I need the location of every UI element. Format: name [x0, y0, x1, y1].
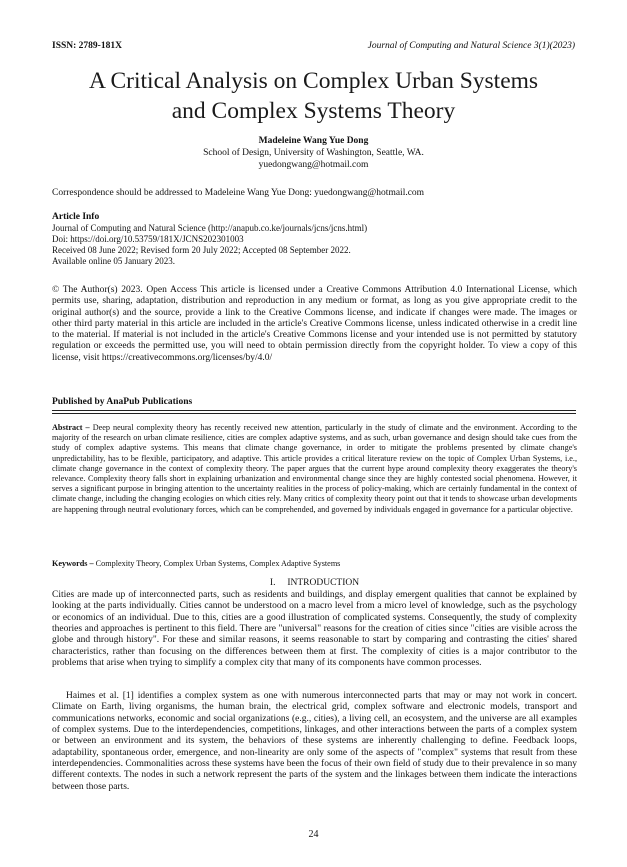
title-line-1: A Critical Analysis on Complex Urban Systems [88, 68, 539, 94]
article-info-journal: Journal of Computing and Natural Science (http://anapub.co.ke/journals/jcns/jcns.html) [52, 223, 368, 233]
publisher-line: Published by AnaPub Publications [52, 397, 193, 407]
abstract-text: Deep neural complexity theory has recently received new attention, particularly in the study of climate and the environment. According to the majority of the research on urban climate resilience, cities are complex adaptive systems, and as such, urban governance and design should take cues from the study of complex adaptive systems. This means that climate change governance, in order to mitigate the problems presented by climate change's unpredictability, has to be flexible, participatory, and adaptive. This article provides a critical literature review on the topic of Complex Urban Systems, i.e., climate change governance in the context of complexity theory. The paper argues that the current hype around complexity theory exaggerates the theory's relevance. Complexity theory falls short in explaining urbanization and environmental change since they are highly contested social phenomena. However, it serves a significant purpose in bringing attention to the uncertainty realities in the process of policy-making, which are certainly fundamental in the context of climate change, including the changing ecologies on which cities rely. Many critics of complexity theory point out that it tends to showcase urban developments are happening through neutral evolutionary forces, which can be comprehended, and governed by individuals engaged in governance for a particular objective. [52, 423, 578, 514]
divider-rule-bottom [52, 413, 576, 414]
article-info-dates: Received 08 June 2022; Revised form 20 July 2022; Accepted 08 September 2022. [52, 245, 351, 255]
title-line-2: and Complex Systems Theory [171, 98, 456, 124]
author-email[interactable]: yuedongwang@hotmail.com [258, 160, 369, 170]
issn-label: ISSN: 2789-181X [52, 41, 122, 51]
article-info-online: Available online 05 January 2023. [52, 256, 176, 266]
divider-rule-top [52, 410, 576, 411]
article-info-doi[interactable]: Doi: https://doi.org/10.53759/181X/JCNS202301003 [52, 234, 244, 244]
keywords-block [52, 559, 340, 568]
paper-title [20, 66, 607, 126]
author-name: Madeleine Wang Yue Dong [258, 136, 369, 146]
abstract-block [52, 423, 577, 515]
section-heading: I. INTRODUCTION [269, 578, 360, 588]
correspondence-note: Correspondence should be addressed to Madeleine Wang Yue Dong: yuedongwang@hotmail.com [52, 188, 425, 198]
license-statement: © The Author(s) 2023. Open Access This article is licensed under a Creative Commons Attribution 4.0 International License, which permits use, sharing, adaptation, distribution and reproduction in any medium or format, as long as you give appropriate credit to the original author(s) and the source, provide a link to the Creative Commons license, and indicate if changes were made. The images or other third party material in this article are included in the article's Creative Commons license, unless indicated otherwise in a credit line to the material. If material is not included in the article's Creative Commons license and your intended use is not permitted by statutory regulation or exceeds the permitted use, you will need to obtain permission directly from the copyright holder. To view a copy of this license, visit https://creativecommons.org/licenses/by/4.0/ [52, 285, 577, 363]
author-affiliation: School of Design, University of Washington, Seattle, WA. [203, 148, 424, 158]
article-info-heading: Article Info [52, 212, 100, 222]
body-paragraph-1: Cities are made up of interconnected parts, such as residents and buildings, and display emergent qualities that cannot be explained by looking at the parts individually. Cities cannot be understood on a macro level from a micro level of knowledge, such as the psychology or economics of an individual. Due to this, cities are a good illustration of complicated systems. Consequently, the study of complexity theories and approaches is pertinent to this field. There are "universal" reasons for the creation of cities since "cities are visible across the globe and through history". For these and similar reasons, it seems reasonable to start by comparing and contrasting the cities' shared characteristics, rather than focusing on the differences between them at first. The complexity of cities is a major contributor to the problems that arise when trying to simplify a complex city that many of its components have common processes. [52, 590, 577, 669]
keywords-text: Complexity Theory, Complex Urban Systems, Complex Adaptive Systems [95, 559, 341, 568]
journal-citation: Journal of Computing and Natural Science 3(1)(2023) [367, 41, 575, 51]
body-paragraph-2: Haimes et al. [1] identifies a complex system as one with numerous interconnected parts that may or may not work in concert. Climate on Earth, living organisms, the human brain, the electrical grid, complex software and electronic models, transport and communications networks, economic and social organizations (e.g., cities), a living cell, an ecosystem, and the universe are all examples of complex systems. Due to the interdependencies, competitions, linkages, and other interactions between the parts of a complex system or between an environment and its system, the behaviors of these systems are inherently challenging to define. Feedback loops, adaptability, spontaneous order, emergence, and non-linearity are only some of the aspects of "complex" systems that result from these interdependencies. Commonalities across these systems have been the focus of their own field of study due to their prevalence in so many different contexts. The nodes in such a network represent the parts of the system and the linkages between them indicate the interactions between those parts. [52, 691, 577, 792]
abstract-label: Abstract – [52, 423, 90, 432]
keywords-label: Keywords – [52, 559, 94, 568]
page-number: 24 [308, 829, 319, 840]
author-block [20, 135, 607, 171]
article-info [52, 212, 577, 267]
